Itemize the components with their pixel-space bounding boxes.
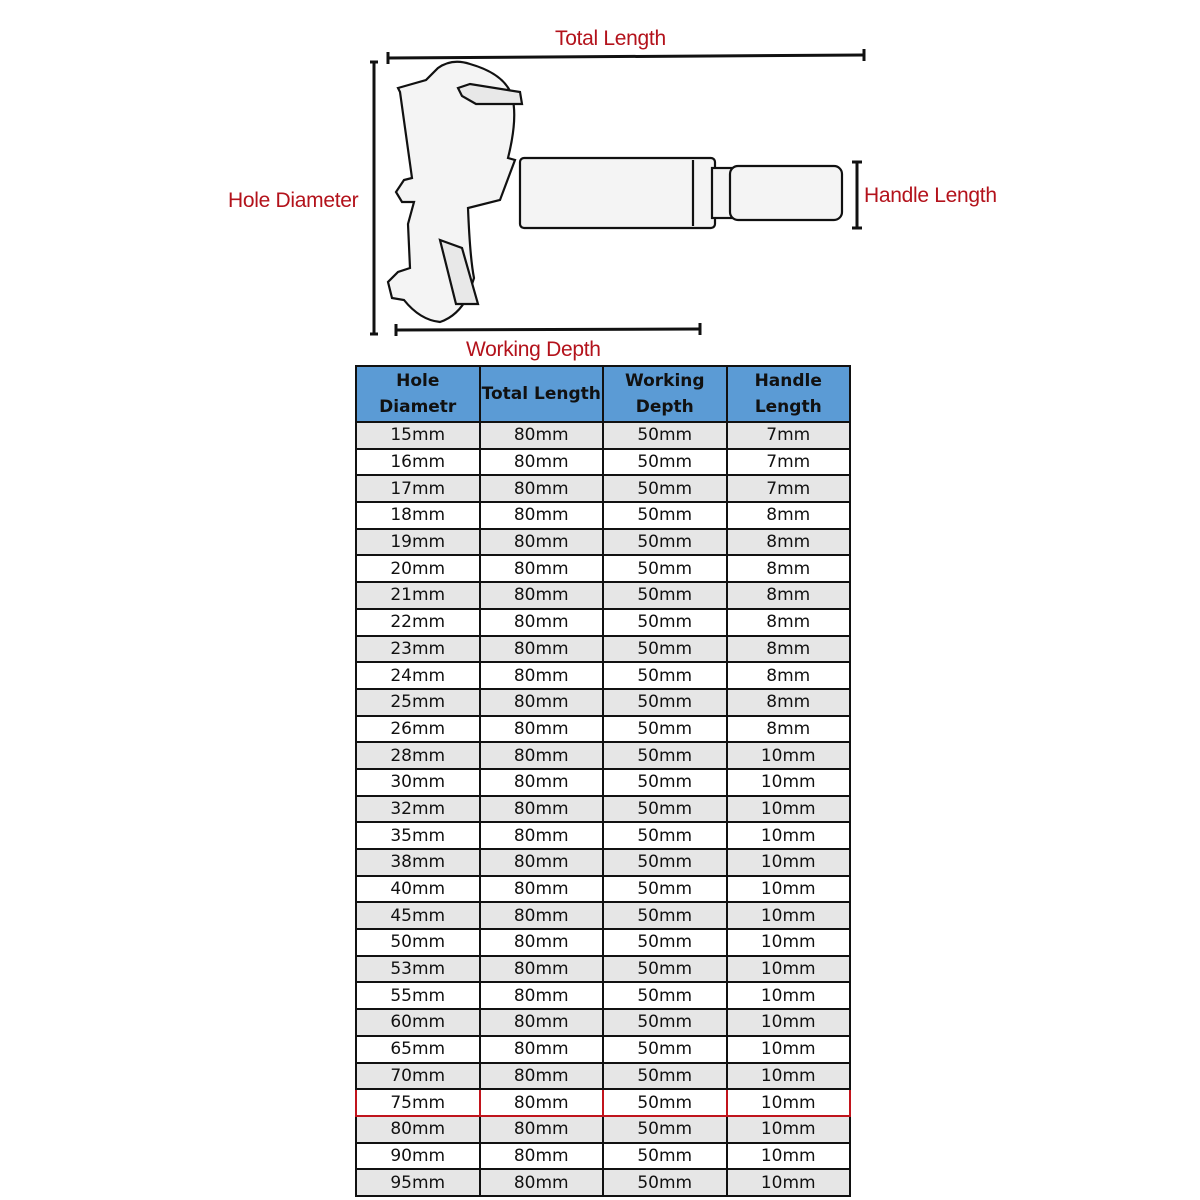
drill-bit-illustration — [388, 62, 842, 322]
handle-length-cell: 8mm — [727, 636, 851, 663]
working-depth-label: Working Depth — [466, 338, 601, 361]
total-length-label: Total Length — [555, 27, 666, 50]
hole-diameter-cell: 65mm — [356, 1036, 480, 1063]
table-row — [356, 636, 850, 663]
working-depth-cell: 50mm — [603, 742, 727, 769]
table-header-row — [356, 366, 850, 422]
working-depth-cell: 50mm — [603, 449, 727, 476]
table-row — [356, 956, 850, 983]
total-length-cell: 80mm — [480, 609, 604, 636]
working-depth-cell: 50mm — [603, 982, 727, 1009]
handle-length-cell: 8mm — [727, 662, 851, 689]
total-length-cell: 80mm — [480, 449, 604, 476]
handle-length-label: Handle Length — [864, 184, 997, 207]
working-depth-cell: 50mm — [603, 716, 727, 743]
hole-diameter-cell: 75mm — [356, 1089, 480, 1116]
handle-length-cell: 10mm — [727, 822, 851, 849]
hole-diameter-cell: 23mm — [356, 636, 480, 663]
working-depth-cell: 50mm — [603, 902, 727, 929]
working-depth-cell: 50mm — [603, 1089, 727, 1116]
hole-diameter-cell: 95mm — [356, 1169, 480, 1196]
working-depth-cell: 50mm — [603, 1169, 727, 1196]
handle-length-cell: 10mm — [727, 769, 851, 796]
working-depth-cell: 50mm — [603, 662, 727, 689]
total-length-cell: 80mm — [480, 422, 604, 449]
hole-diameter-dimension-line — [370, 62, 378, 334]
hole-diameter-cell: 17mm — [356, 475, 480, 502]
hole-diameter-cell: 26mm — [356, 716, 480, 743]
table-row — [356, 742, 850, 769]
working-depth-cell: 50mm — [603, 796, 727, 823]
handle-length-cell: 10mm — [727, 1063, 851, 1090]
table-row — [356, 902, 850, 929]
table-body — [356, 422, 850, 1196]
hole-diameter-cell: 50mm — [356, 929, 480, 956]
working-depth-cell: 50mm — [603, 502, 727, 529]
total-length-cell: 80mm — [480, 1009, 604, 1036]
hole-diameter-cell: 53mm — [356, 956, 480, 983]
total-length-cell: 80mm — [480, 956, 604, 983]
table-row — [356, 529, 850, 556]
working-depth-cell: 50mm — [603, 582, 727, 609]
handle-length-cell: 10mm — [727, 929, 851, 956]
handle-length-cell: 8mm — [727, 716, 851, 743]
total-length-cell: 80mm — [480, 796, 604, 823]
table-row — [356, 662, 850, 689]
working-depth-cell: 50mm — [603, 849, 727, 876]
total-length-cell: 80mm — [480, 529, 604, 556]
hole-diameter-label: Hole Diameter — [228, 189, 359, 212]
handle-length-cell: 10mm — [727, 876, 851, 903]
handle-length-cell: 10mm — [727, 1089, 851, 1116]
table-row — [356, 849, 850, 876]
handle-length-dimension-line — [852, 162, 862, 228]
hole-diameter-cell: 18mm — [356, 502, 480, 529]
total-length-cell: 80mm — [480, 1089, 604, 1116]
hole-diameter-cell: 19mm — [356, 529, 480, 556]
total-length-cell: 80mm — [480, 716, 604, 743]
total-length-cell: 80mm — [480, 769, 604, 796]
total-length-cell: 80mm — [480, 689, 604, 716]
table-row — [356, 502, 850, 529]
hole-diameter-cell: 16mm — [356, 449, 480, 476]
handle-length-cell: 10mm — [727, 902, 851, 929]
table-row — [356, 582, 850, 609]
table-row-highlighted — [356, 1089, 850, 1116]
total-length-cell: 80mm — [480, 502, 604, 529]
total-length-cell: 80mm — [480, 636, 604, 663]
total-length-cell: 80mm — [480, 555, 604, 582]
handle-length-cell: 7mm — [727, 475, 851, 502]
table-row — [356, 822, 850, 849]
handle-length-cell: 10mm — [727, 956, 851, 983]
table-row — [356, 982, 850, 1009]
working-depth-cell: 50mm — [603, 1143, 727, 1170]
table-row — [356, 449, 850, 476]
total-length-cell: 80mm — [480, 822, 604, 849]
hole-diameter-cell: 60mm — [356, 1009, 480, 1036]
table-row — [356, 609, 850, 636]
handle-length-cell: 8mm — [727, 502, 851, 529]
table-row — [356, 1009, 850, 1036]
working-depth-cell: 50mm — [603, 929, 727, 956]
hole-diameter-cell: 15mm — [356, 422, 480, 449]
table-row — [356, 1036, 850, 1063]
handle-length-cell: 8mm — [727, 529, 851, 556]
hole-diameter-cell: 22mm — [356, 609, 480, 636]
handle-length-cell: 10mm — [727, 1169, 851, 1196]
drill-bit-diagram — [0, 0, 1200, 360]
working-depth-cell: 50mm — [603, 769, 727, 796]
total-length-cell: 80mm — [480, 929, 604, 956]
working-depth-cell: 50mm — [603, 822, 727, 849]
column-header-total-length: Total Length — [480, 366, 604, 422]
total-length-cell: 80mm — [480, 1169, 604, 1196]
specification-table — [355, 365, 851, 1197]
working-depth-cell: 50mm — [603, 555, 727, 582]
working-depth-cell: 50mm — [603, 876, 727, 903]
hole-diameter-cell: 28mm — [356, 742, 480, 769]
hole-diameter-cell: 55mm — [356, 982, 480, 1009]
handle-length-cell: 10mm — [727, 1116, 851, 1143]
hole-diameter-cell: 40mm — [356, 876, 480, 903]
hole-diameter-cell: 45mm — [356, 902, 480, 929]
table-row — [356, 796, 850, 823]
handle-length-cell: 7mm — [727, 422, 851, 449]
handle-length-cell: 10mm — [727, 742, 851, 769]
working-depth-cell: 50mm — [603, 1009, 727, 1036]
total-length-cell: 80mm — [480, 475, 604, 502]
handle-length-cell: 8mm — [727, 609, 851, 636]
column-header-hole-diameter: Hole Diametr — [356, 366, 480, 422]
hole-diameter-cell: 80mm — [356, 1116, 480, 1143]
total-length-cell: 80mm — [480, 902, 604, 929]
table-row — [356, 1063, 850, 1090]
working-depth-cell: 50mm — [603, 609, 727, 636]
working-depth-cell: 50mm — [603, 422, 727, 449]
total-length-cell: 80mm — [480, 1116, 604, 1143]
hole-diameter-cell: 35mm — [356, 822, 480, 849]
total-length-cell: 80mm — [480, 1036, 604, 1063]
working-depth-cell: 50mm — [603, 956, 727, 983]
working-depth-cell: 50mm — [603, 1116, 727, 1143]
table-row — [356, 475, 850, 502]
working-depth-cell: 50mm — [603, 636, 727, 663]
table-row — [356, 716, 850, 743]
total-length-cell: 80mm — [480, 1063, 604, 1090]
hole-diameter-cell: 24mm — [356, 662, 480, 689]
table-row — [356, 769, 850, 796]
hole-diameter-cell: 38mm — [356, 849, 480, 876]
handle-length-cell: 10mm — [727, 1009, 851, 1036]
column-header-handle-length: Handle Length — [727, 366, 851, 422]
hole-diameter-cell: 25mm — [356, 689, 480, 716]
handle-length-cell: 8mm — [727, 582, 851, 609]
table-row — [356, 1143, 850, 1170]
handle-length-cell: 10mm — [727, 982, 851, 1009]
handle-length-cell: 8mm — [727, 555, 851, 582]
total-length-cell: 80mm — [480, 582, 604, 609]
hole-diameter-cell: 70mm — [356, 1063, 480, 1090]
total-length-cell: 80mm — [480, 742, 604, 769]
hole-diameter-cell: 20mm — [356, 555, 480, 582]
handle-length-cell: 10mm — [727, 796, 851, 823]
working-depth-cell: 50mm — [603, 529, 727, 556]
hole-diameter-cell: 30mm — [356, 769, 480, 796]
table-row — [356, 929, 850, 956]
total-length-cell: 80mm — [480, 982, 604, 1009]
working-depth-cell: 50mm — [603, 1036, 727, 1063]
working-depth-dimension-line — [396, 323, 700, 336]
table-row — [356, 1116, 850, 1143]
working-depth-cell: 50mm — [603, 1063, 727, 1090]
working-depth-cell: 50mm — [603, 475, 727, 502]
table-row — [356, 1169, 850, 1196]
hole-diameter-cell: 90mm — [356, 1143, 480, 1170]
handle-length-cell: 7mm — [727, 449, 851, 476]
total-length-cell: 80mm — [480, 876, 604, 903]
total-length-cell: 80mm — [480, 849, 604, 876]
handle-length-cell: 8mm — [727, 689, 851, 716]
table-row — [356, 555, 850, 582]
table-row — [356, 422, 850, 449]
handle-length-cell: 10mm — [727, 849, 851, 876]
total-length-cell: 80mm — [480, 662, 604, 689]
handle-length-cell: 10mm — [727, 1036, 851, 1063]
working-depth-cell: 50mm — [603, 689, 727, 716]
column-header-working-depth: Working Depth — [603, 366, 727, 422]
hole-diameter-cell: 32mm — [356, 796, 480, 823]
handle-length-cell: 10mm — [727, 1143, 851, 1170]
table-row — [356, 876, 850, 903]
table-row — [356, 689, 850, 716]
hole-diameter-cell: 21mm — [356, 582, 480, 609]
total-length-cell: 80mm — [480, 1143, 604, 1170]
